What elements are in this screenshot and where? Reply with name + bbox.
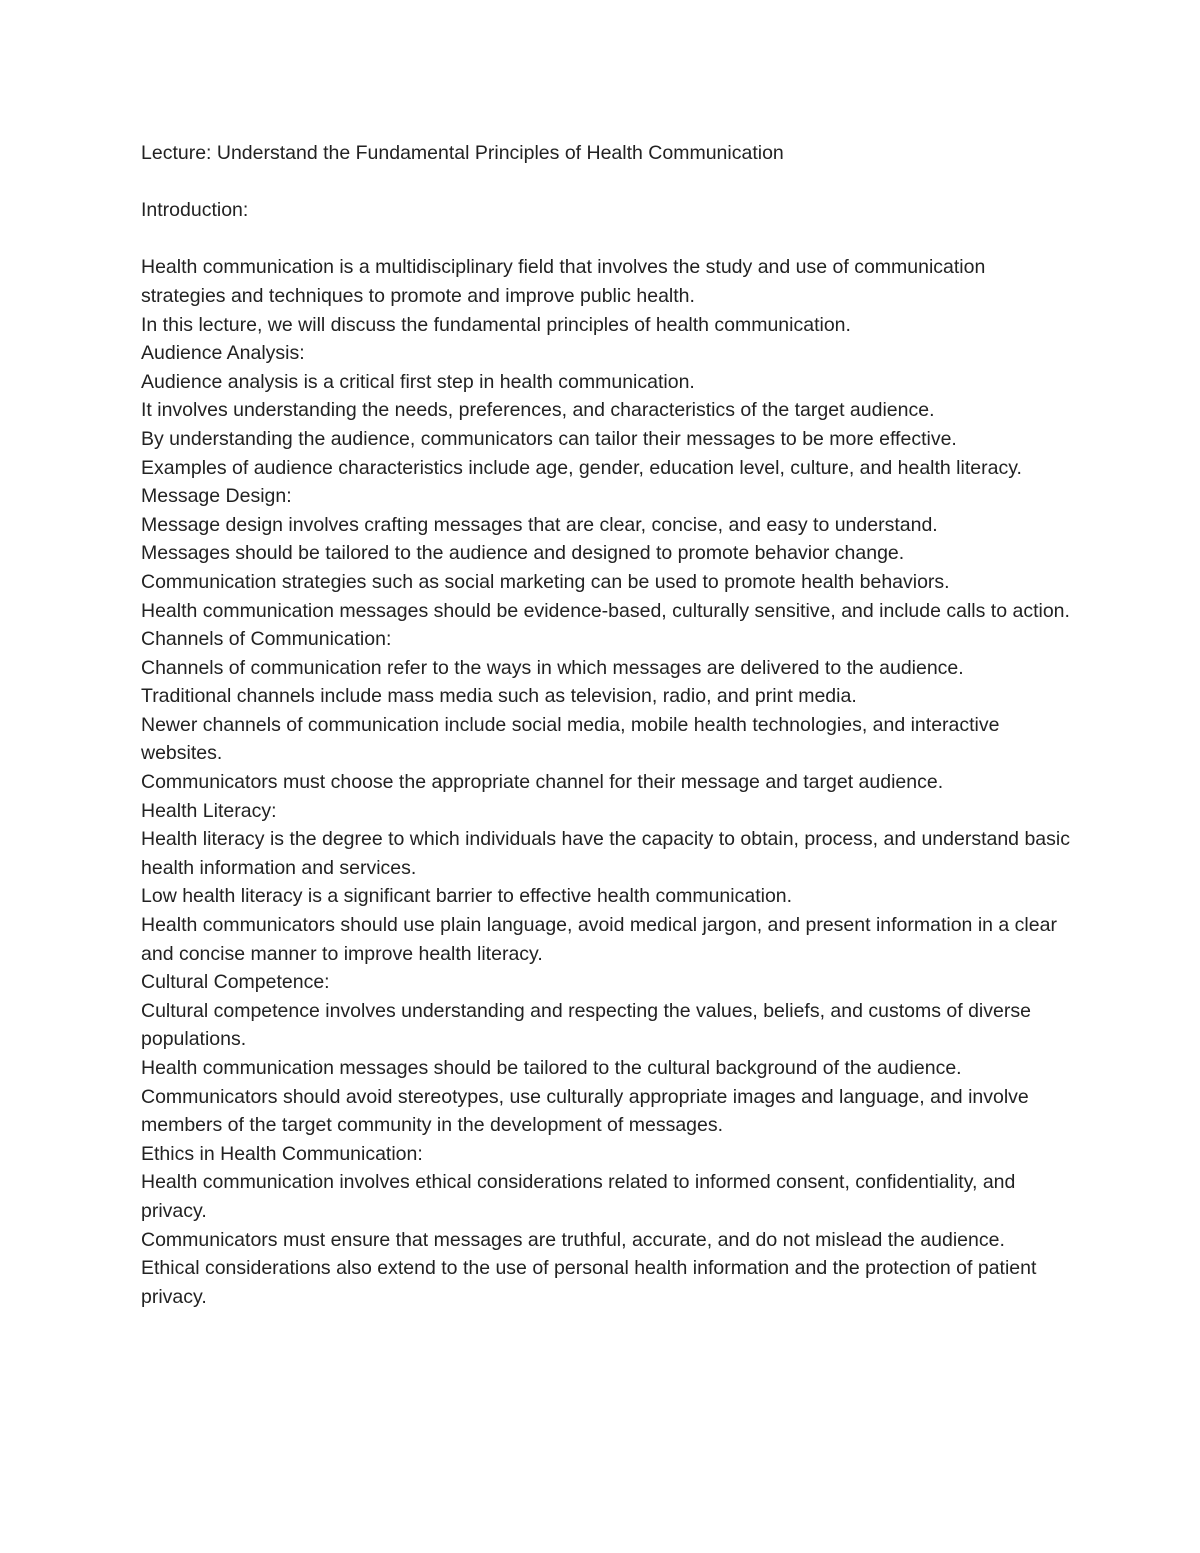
section-line: Audience analysis is a critical first step in health communication. xyxy=(141,370,695,393)
section-line: Communicators should avoid stereotypes, use culturally appropriate images and language, and involve members of the target community in the development of messages. xyxy=(141,1085,1029,1137)
intro-line: Health communication is a multidisciplinary field that involves the study and use of communication strategies and techniques to promote and improve public health. xyxy=(141,256,986,307)
document-title: Lecture: Understand the Fundamental Principles of Health Communication xyxy=(141,142,784,164)
intro-heading: Introduction: xyxy=(141,199,249,222)
section-heading-cultural-competence: Cultural Competence: xyxy=(141,971,330,994)
section-heading-health-literacy: Health Literacy: xyxy=(141,799,277,822)
document-body xyxy=(141,139,1071,1311)
section-heading-channels-of-communication: Channels of Communication: xyxy=(141,628,392,651)
section-line: Newer channels of communication include social media, mobile health technologies, and interactive websites. xyxy=(141,713,1000,765)
section-line: Communicators must choose the appropriate channel for their message and target audience. xyxy=(141,771,944,794)
blank-line xyxy=(141,225,1071,254)
section-line: Health communication involves ethical considerations related to informed consent, confidentiality, and privacy. xyxy=(141,1171,1016,1222)
section-line: Health communication messages should be tailored to the cultural background of the audience. xyxy=(141,1057,962,1079)
section-line: Messages should be tailored to the audience and designed to promote behavior change. xyxy=(141,542,905,565)
section-line: Low health literacy is a significant barrier to effective health communication. xyxy=(141,885,793,908)
section-line: Examples of audience characteristics include age, gender, education level, culture, and health literacy. xyxy=(141,456,1022,479)
blank-line xyxy=(141,168,1071,197)
section-line: Cultural competence involves understanding and respecting the values, beliefs, and customs of diverse populations. xyxy=(141,999,1031,1051)
section-line: It involves understanding the needs, preferences, and characteristics of the target audience. xyxy=(141,399,935,422)
section-line: Channels of communication refer to the ways in which messages are delivered to the audience. xyxy=(141,656,964,679)
section-line: Ethical considerations also extend to the use of personal health information and the protection of patient privacy. xyxy=(141,1257,1037,1308)
intro-line: In this lecture, we will discuss the fundamental principles of health communication. xyxy=(141,313,851,336)
section-heading-audience-analysis: Audience Analysis: xyxy=(141,342,305,365)
section-line: Communication strategies such as social marketing can be used to promote health behaviors. xyxy=(141,570,950,593)
section-line: Health literacy is the degree to which individuals have the capacity to obtain, process, and understand basic health information and services. xyxy=(141,828,1070,879)
section-line: Health communication messages should be evidence-based, culturally sensitive, and include calls to action. xyxy=(141,599,1070,622)
section-line: Message design involves crafting messages that are clear, concise, and easy to understand. xyxy=(141,513,938,536)
section-line: Communicators must ensure that messages are truthful, accurate, and do not mislead the audience. xyxy=(141,1228,1005,1251)
section-line: Traditional channels include mass media such as television, radio, and print media. xyxy=(141,685,857,708)
section-line: By understanding the audience, communicators can tailor their messages to be more effective. xyxy=(141,427,957,450)
section-line: Health communicators should use plain language, avoid medical jargon, and present information in a clear and concise manner to improve health literacy. xyxy=(141,914,1057,965)
section-heading-message-design: Message Design: xyxy=(141,485,292,508)
section-heading-ethics-in-health-communication: Ethics in Health Communication: xyxy=(141,1142,423,1165)
